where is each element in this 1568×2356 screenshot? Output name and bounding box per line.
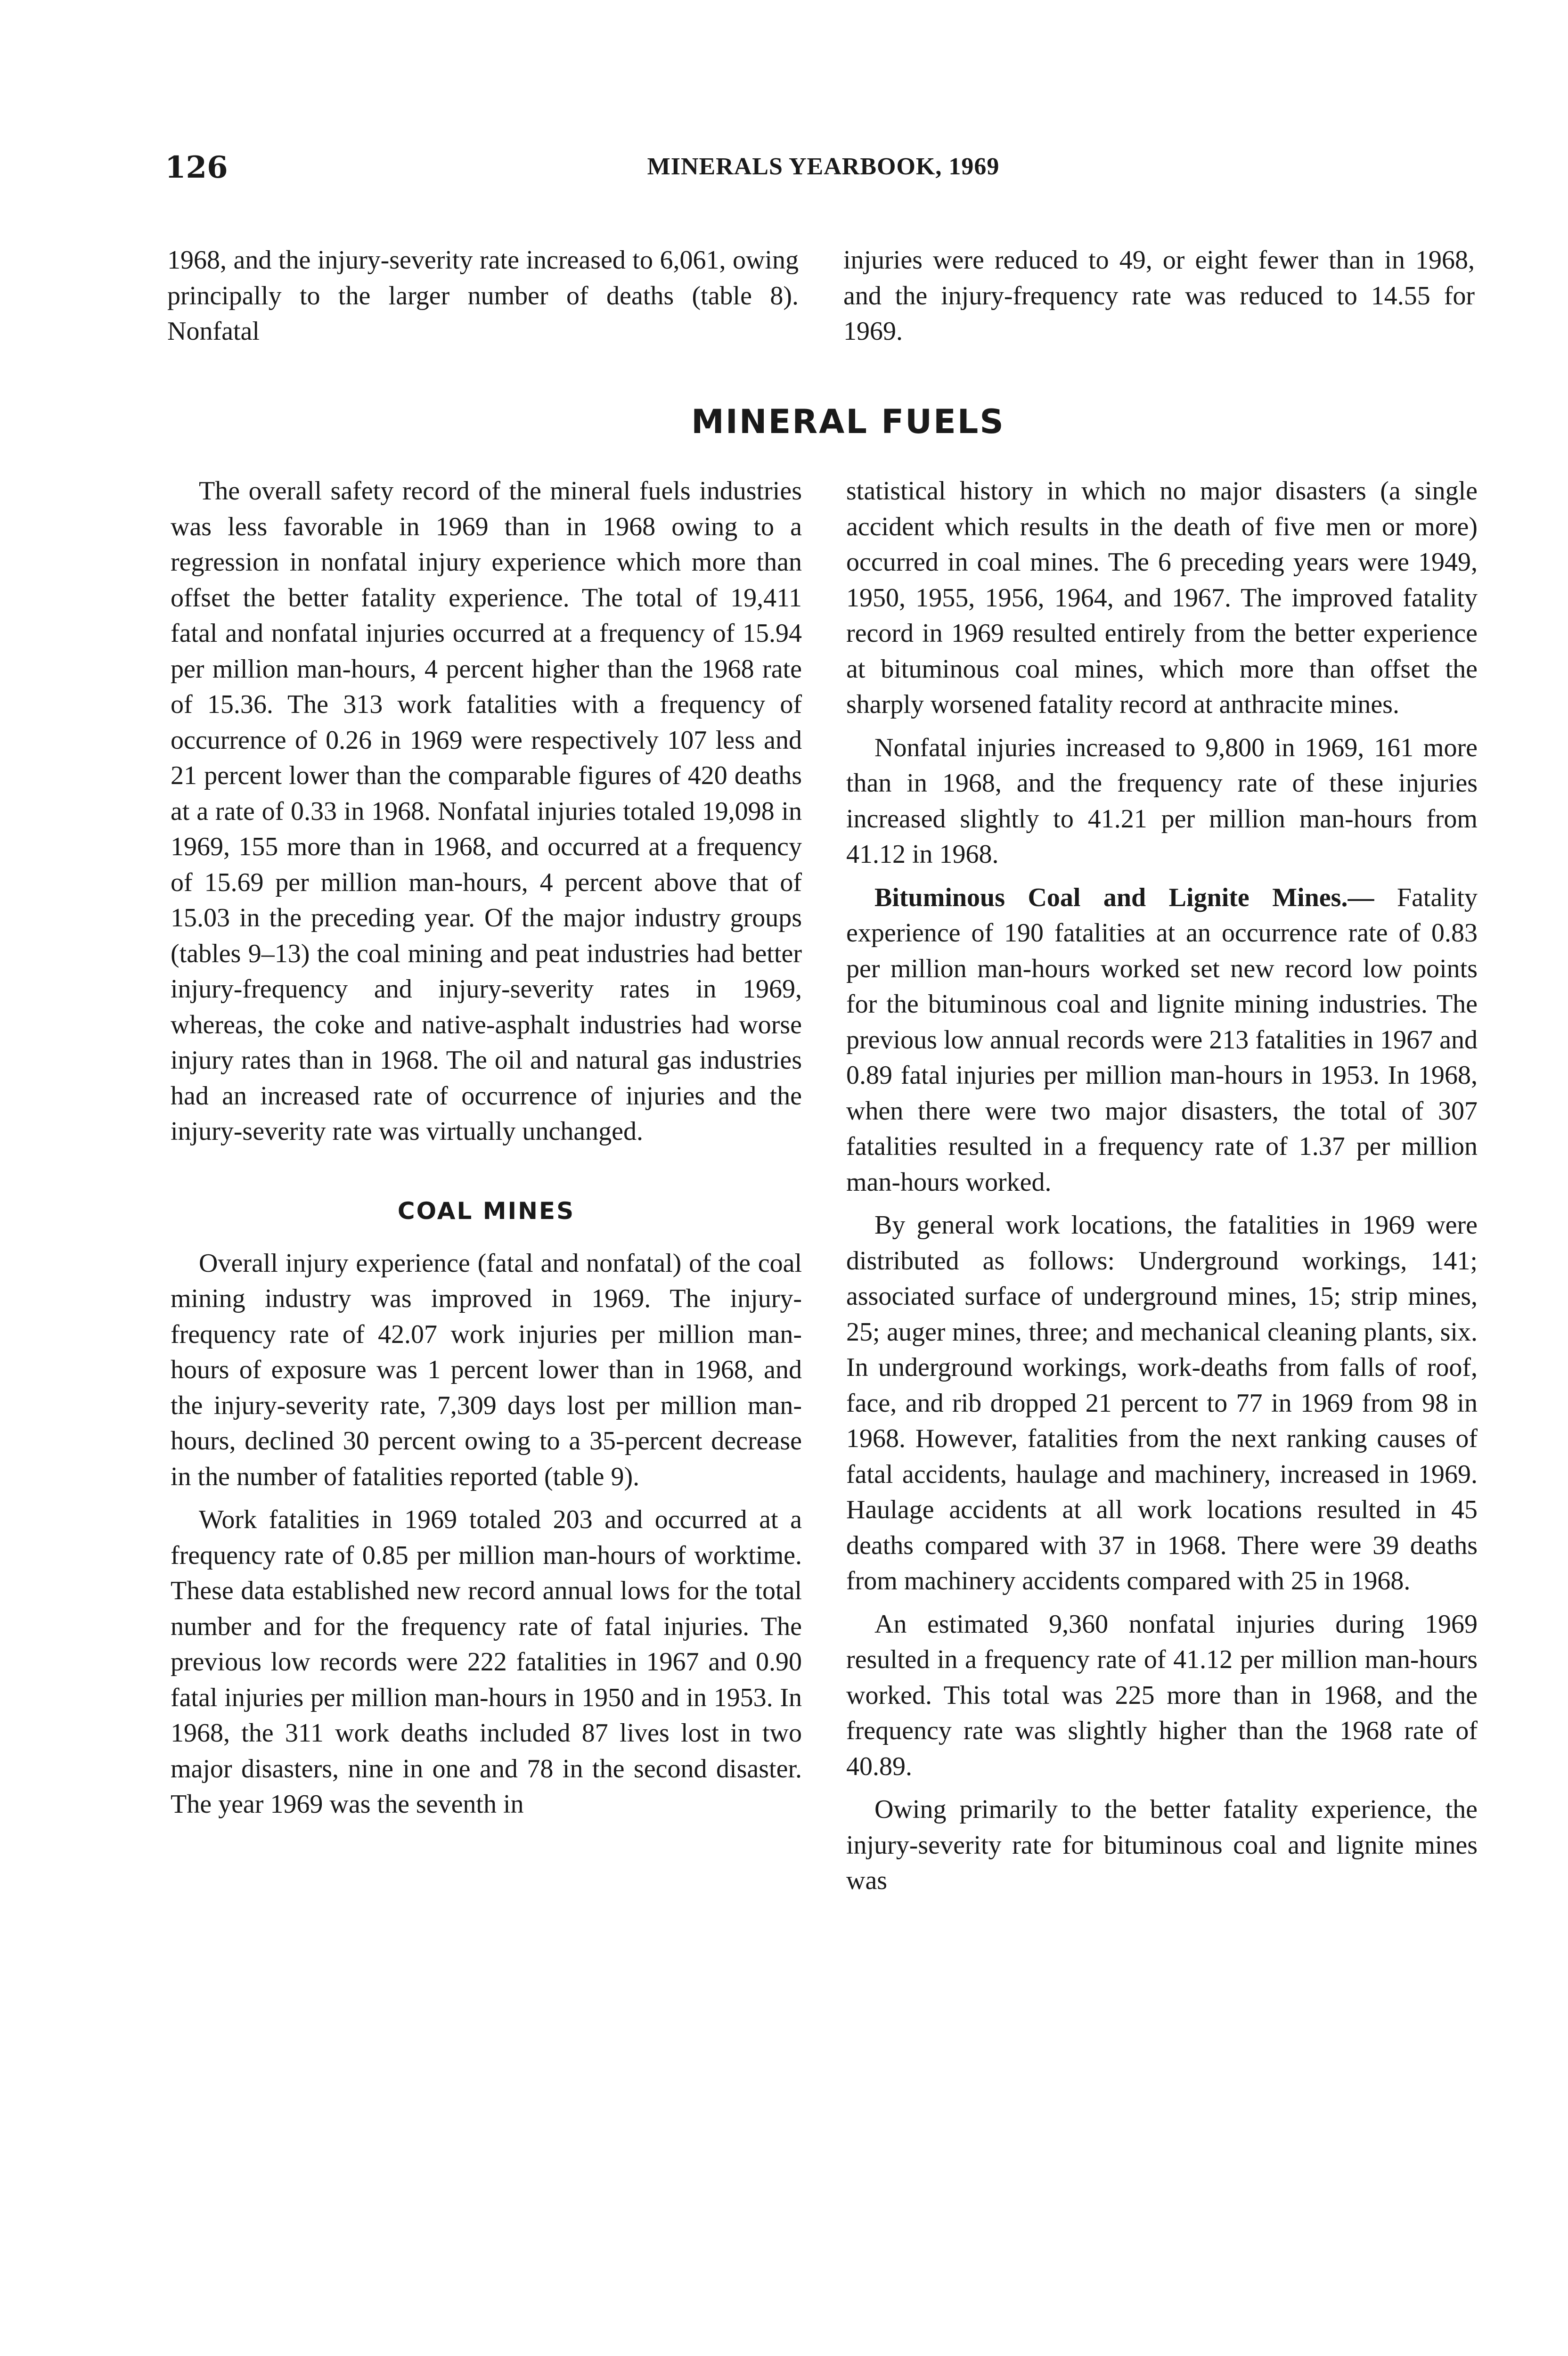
- paragraph: Owing primarily to the better fatality experience, the injury-severity rate for bituminous coal and lignite mines was: [846, 1795, 1478, 1895]
- section-title: MINERAL FUELS: [691, 402, 1005, 441]
- paragraph-text: Fatality experience of 190 fatalities at an occurrence rate of 0.83 per million man-hours worked set new record low points for the bituminous coal and lignite mining industries. The previous low annual records were 213 fatalities in 1967 and 0.89 fatal injuries per million man-hours in 1953. In 1968, when there were two major disasters, the total of 307 fatalities resulted in a frequency rate of 1.37 per million man-hours worked.: [846, 883, 1478, 1197]
- paragraph: An estimated 9,360 nonfatal injuries during 1969 resulted in a frequency rate of 41.12 per million man-hours worked. This total was 225 more than in 1968, and the frequency rate was slightly higher than the 1968 rate of 40.89.: [846, 1609, 1478, 1781]
- paragraph: [846, 880, 1478, 1201]
- paragraph: By general work locations, the fatalities in 1969 were distributed as follows: Underground workings, 141; associated surface of underground mines, 15; strip mines, 25; auger mines, three; and mechanical cleaning plants, six. In underground workings, work-deaths from falls of roof, face, and rib dropped 21 percent to 77 in 1969 from 98 in 1968. However, fatalities from the next ranking causes of fatal accidents, haulage and machinery, increased in 1969. Haulage accidents at all work locations resulted in 45 deaths compared with 37 in 1968. There were 39 deaths from machinery accidents compared with 25 in 1968.: [846, 1211, 1478, 1595]
- paragraph: Overall injury experience (fatal and nonfatal) of the coal mining industry was improved in 1969. The injury-frequency rate of 42.07 work injuries per million man-hours of exposure was 1 percent lower than in 1968, and the injury-severity rate, 7,309 days lost per million man-hours, declined 30 percent owing to a 35-percent decrease in the number of fatalities reported (table 9).: [171, 1248, 802, 1491]
- page-header: [165, 141, 1482, 188]
- running-title: MINERALS YEARBOOK, 1969: [647, 153, 1000, 180]
- paragraph: injuries were reduced to 49, or eight fewer than in 1968, and the injury-frequency rate was reduced to 14.55 for 1969.: [843, 245, 1475, 346]
- left-column: [171, 474, 802, 1830]
- page-number: 126: [165, 150, 228, 185]
- paragraph: Work fatalities in 1969 totaled 203 and occurred at a frequency rate of 0.85 per million man-hours of worktime. These data established new record annual lows for the total number and for the frequency rate of fatal injuries. The previous low records were 222 fatalities in 1967 and 0.90 fatal injuries per million man-hours in 1950 and in 1953. In 1968, the 311 work deaths included 87 lives lost in two major disasters, nine in one and 78 in the second disaster. The year 1969 was the seventh in: [171, 1505, 802, 1819]
- top-left-column: [167, 243, 799, 357]
- paragraph: Nonfatal injuries increased to 9,800 in 1969, 161 more than in 1968, and the frequency rate of these injuries increased slightly to 41.21 per million man-hours from 41.12 in 1968.: [846, 733, 1478, 869]
- right-column: [846, 474, 1478, 1906]
- paragraph: 1968, and the injury-severity rate increased to 6,061, owing principally to the larger number of deaths (table 8). Nonfatal: [167, 245, 799, 346]
- top-right-column: [843, 243, 1475, 357]
- paragraph: statistical history in which no major disasters (a single accident which results in the death of five men or more) occurred in coal mines. The 6 preceding years were 1949, 1950, 1955, 1956, 1964, and 1967. The improved fatality record in 1969 resulted entirely from the better experience at bituminous coal mines, which more than offset the sharply worsened fatality record at anthracite mines.: [846, 476, 1478, 719]
- paragraph: The overall safety record of the mineral fuels industries was less favorable in 1969 than in 1968 owing to a regression in nonfatal injury experience which more than offset the better fatality experience. The total of 19,411 fatal and nonfatal injuries occurred at a frequency of 15.94 per million man-hours, 4 percent higher than the 1968 rate of 15.36. The 313 work fatalities with a frequency of occurrence of 0.26 in 1969 were respectively 107 less and 21 percent lower than the comparable figures of 420 deaths at a rate of 0.33 in 1968. Nonfatal injuries totaled 19,098 in 1969, 155 more than in 1968, and occurred at a frequency of 15.69 per million man-hours, 4 percent above that of 15.03 in the preceding year. Of the major industry groups (tables 9–13) the coal mining and peat industries had better injury-frequency and injury-severity rates in 1969, whereas, the coke and native-asphalt industries had worse injury rates than in 1968. The oil and natural gas industries had an increased rate of occurrence of injuries and the injury-severity rate was virtually unchanged.: [171, 476, 802, 1146]
- subsection-title: COAL MINES: [397, 1197, 575, 1225]
- run-in-heading: Bituminous Coal and Lignite Mines.—: [874, 883, 1374, 912]
